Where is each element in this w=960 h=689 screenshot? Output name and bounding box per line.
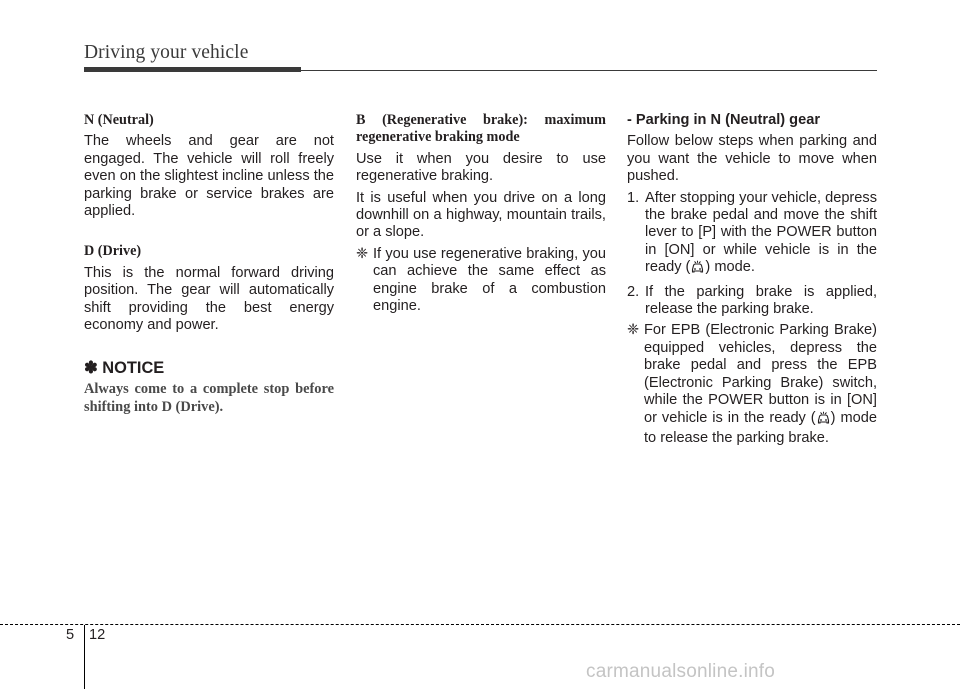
step-2-number: 2. (627, 283, 640, 300)
column-3 (627, 112, 877, 447)
step-1-text-a: After stopping your vehicle, depress the brake pedal and move the shift lever to [P] with the POWER button in [ON] or while vehicle is in the ready ( (645, 189, 878, 276)
ready-car-icon (817, 411, 830, 430)
step-2-text: If the parking brake is applied, release the parking brake. (645, 283, 877, 318)
epb-note (627, 322, 877, 447)
note-mark-icon: ❈ (356, 245, 369, 262)
header-title: Driving your vehicle (84, 42, 249, 63)
parking-intro: Follow below steps when parking and you want the vehicle to move when pushed. (627, 133, 877, 185)
column-1 (84, 112, 334, 416)
drive-text: This is the normal forward driving position. The gear will automatically shift providing the best energy economy and power. (84, 264, 334, 334)
neutral-text: The wheels and gear are not engaged. The vehicle will roll freely even on the slightest incline unless the parking brake or service brakes are applied. (84, 133, 334, 220)
regen-heading: B (Regenerative brake): maximum regenerative braking mode (356, 112, 606, 146)
chapter-number: 5 (66, 627, 75, 643)
page-number: 12 (89, 627, 106, 643)
regen-note (356, 246, 606, 316)
note-mark-icon: ❈ (627, 322, 640, 339)
footer-dashed-rule (0, 624, 960, 625)
step-1-text (645, 190, 877, 280)
notice-text: Always come to a complete stop before shifting into D (Drive). (84, 381, 334, 415)
step-2 (627, 284, 877, 319)
watermark: carmanualsonline.info (586, 661, 776, 682)
drive-heading: D (Drive) (84, 243, 142, 260)
epb-note-text (644, 322, 877, 447)
footer-vertical-rule (84, 625, 85, 689)
epb-text-b: ) mode to release the parking brake. (644, 409, 877, 446)
regen-text-1: Use it when you desire to use regenerative braking. (356, 150, 606, 185)
parking-heading: - Parking in N (Neutral) gear (627, 112, 820, 128)
ready-car-icon (691, 260, 704, 279)
step-1-text-b: ) mode. (705, 259, 755, 276)
neutral-heading: N (Neutral) (84, 112, 154, 128)
notice-heading: ✽ NOTICE (84, 359, 165, 378)
header-rule-thick (84, 67, 301, 72)
column-2 (356, 112, 606, 315)
header-rule-thin (301, 70, 877, 71)
step-1-number: 1. (627, 189, 640, 206)
regen-note-text: If you use regenerative braking, you can achieve the same effect as engine brake of a combustion engine. (373, 245, 606, 315)
step-1 (627, 190, 877, 280)
regen-text-2: It is useful when you drive on a long downhill on a highway, mountain trails, or a slope. (356, 189, 606, 241)
epb-text-a: For EPB (Electronic Parking Brake) equipped vehicles, depress the brake pedal and press the EPB (Electronic Parking Brake) switch, while the POWER button is in [ON] or vehicle is in the ready ( (644, 322, 877, 426)
